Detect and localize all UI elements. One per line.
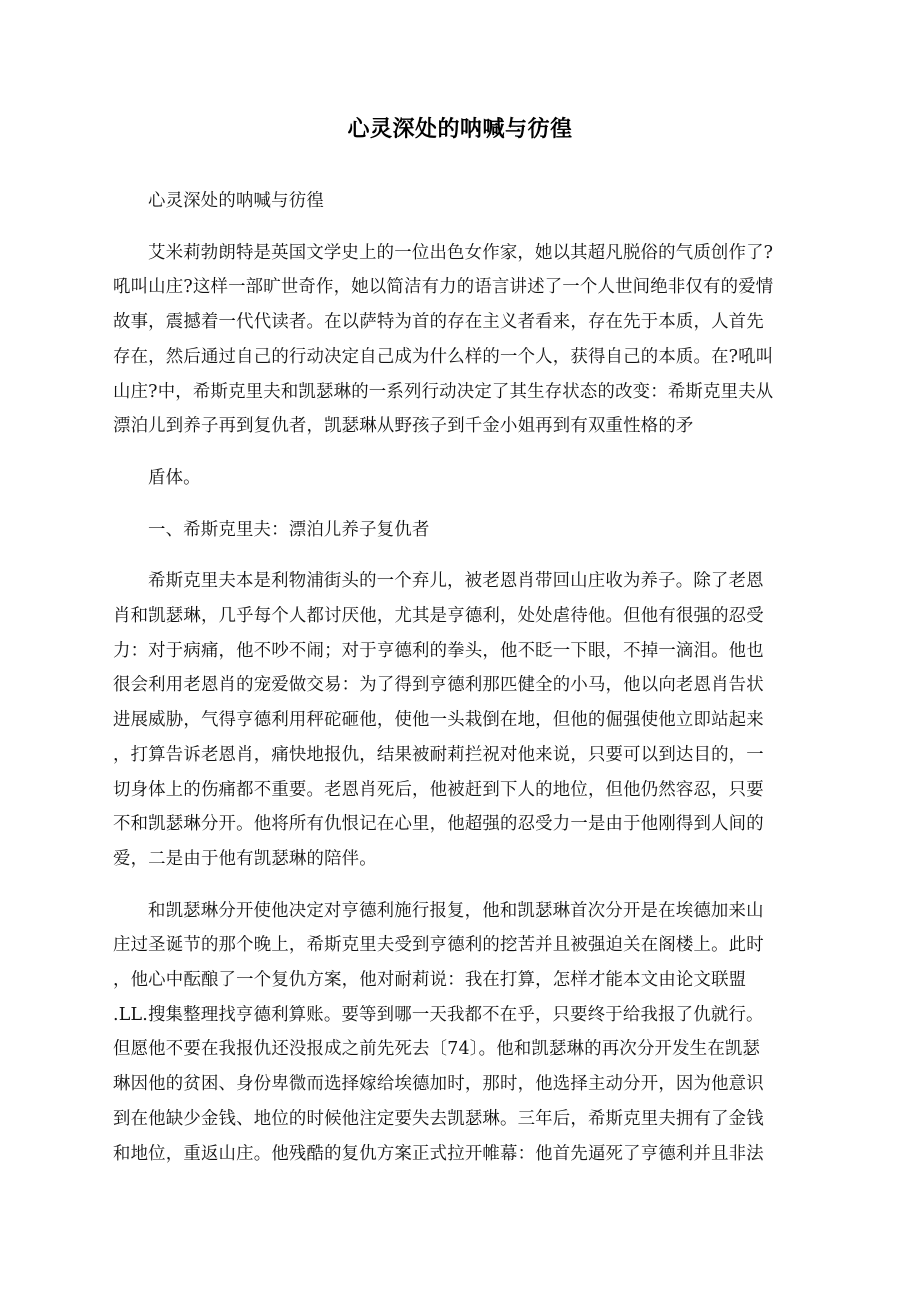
paragraph-gap xyxy=(113,444,809,461)
paragraph-gap xyxy=(113,219,809,236)
text-line: 一、希斯克里夫：漂泊儿养子复仇者 xyxy=(148,519,430,540)
paragraph-gap xyxy=(113,547,809,564)
text-line: 切身体上的伤痛都不重要。老恩肖死后，他被赶到下人的地位，但他仍然容忍，只要 xyxy=(113,779,764,800)
text-line: ，他心中酝酿了一个复仇方案，他对耐莉说：我在打算，怎样才能本文由论文联盟 xyxy=(113,970,747,991)
text-line: ，打算告诉老恩肖，痛快地报仇，结果被耐莉拦祝对他来说，只要可以到达目的，一 xyxy=(113,744,764,765)
text-line: 吼叫山庄?这样一部旷世奇作，她以简洁有力的语言讲述了一个人世间绝非仅有的爱情 xyxy=(113,277,774,298)
text-line: 心灵深处的呐喊与彷徨 xyxy=(148,191,324,211)
text-line: 和地位，重返山庄。他残酷的复仇方案正式拉开帷幕：他首先逼死了亨德利并且非法 xyxy=(113,1143,764,1164)
document-title: 心灵深处的呐喊与彷徨 xyxy=(347,117,573,142)
section-heading xyxy=(113,513,809,548)
text-line: 山庄?中，希斯克里夫和凯瑟琳的一系列行动决定了其生存状态的改变：希斯克里夫从 xyxy=(113,381,774,402)
intro-paragraph xyxy=(113,236,809,444)
text-line: 很会利用老恩肖的宠爱做交易：为了得到亨德利那匹健全的小马，他以向老恩肖告状 xyxy=(113,675,764,696)
text-line: 爱，二是由于他有凯瑟琳的陪伴。 xyxy=(113,848,377,869)
text-line: 庄过圣诞节的那个晚上，希斯克里夫受到亨德利的挖苦并且被强迫关在阁楼上。此时 xyxy=(113,935,764,956)
body-paragraph xyxy=(113,894,809,1172)
text-line: 琳因他的贫困、身份卑微而选择嫁给埃德加时，那时，他选择主动分开，因为他意识 xyxy=(113,1074,764,1095)
paragraph-gap xyxy=(113,877,809,894)
continuation-paragraph xyxy=(113,461,809,496)
text-line: 故事，震撼着一代代读者。在以萨特为首的存在主义者看来，存在先于本质，人首先 xyxy=(113,312,764,333)
text-line: 但愿他不要在我报仇还没报成之前先死去〔74〕。他和凯瑟琳的再次分开发生在凯瑟 xyxy=(113,1039,761,1060)
text-line: 到在他缺少金钱、地位的时候他注定要失去凯瑟琳。三年后，希斯克里夫拥有了金钱 xyxy=(113,1108,764,1129)
document-body xyxy=(113,184,809,1171)
body-paragraph xyxy=(113,564,809,876)
paragraph-gap xyxy=(113,496,809,513)
text-line: 力：对于病痛，他不吵不闹；对于亨德利的拳头，他不眨一下眼，不掉一滴泪。他也 xyxy=(113,640,764,661)
text-line: 漂泊儿到养子再到复仇者，凯瑟琳从野孩子到千金小姐再到有双重性格的矛 xyxy=(113,416,694,437)
text-line: 希斯克里夫本是利物浦街头的一个弃儿，被老恩肖带回山庄收为养子。除了老恩 xyxy=(148,571,764,592)
subtitle-paragraph xyxy=(113,184,809,219)
text-line: 存在，然后通过自己的行动决定自己成为什么样的一个人，获得自己的本质。在?吼叫 xyxy=(113,346,774,367)
text-line: 不和凯瑟琳分开。他将所有仇恨记在心里，他超强的忍受力一是由于他刚得到人间的 xyxy=(113,814,764,835)
text-line: 肖和凯瑟琳，几乎每个人都讨厌他，尤其是亨德利，处处虐待他。但他有很强的忍受 xyxy=(113,606,764,627)
text-line: 进展威胁，气得亨德利用秤砣砸他，使他一头栽倒在地，但他的倔强使他立即站起来 xyxy=(113,710,764,731)
text-line: 盾体。 xyxy=(148,467,201,488)
text-line: 和凯瑟琳分开使他决定对亨德利施行报复，他和凯瑟琳首次分开是在埃德加来山 xyxy=(148,900,764,921)
text-line: 艾米莉勃朗特是英国文学史上的一位出色女作家，她以其超凡脱俗的气质创作了? xyxy=(148,242,774,263)
text-line: .LL.搜集整理找亨德利算账。要等到哪一天我都不在乎，只要终于给我报了仇就行。 xyxy=(113,1004,764,1025)
